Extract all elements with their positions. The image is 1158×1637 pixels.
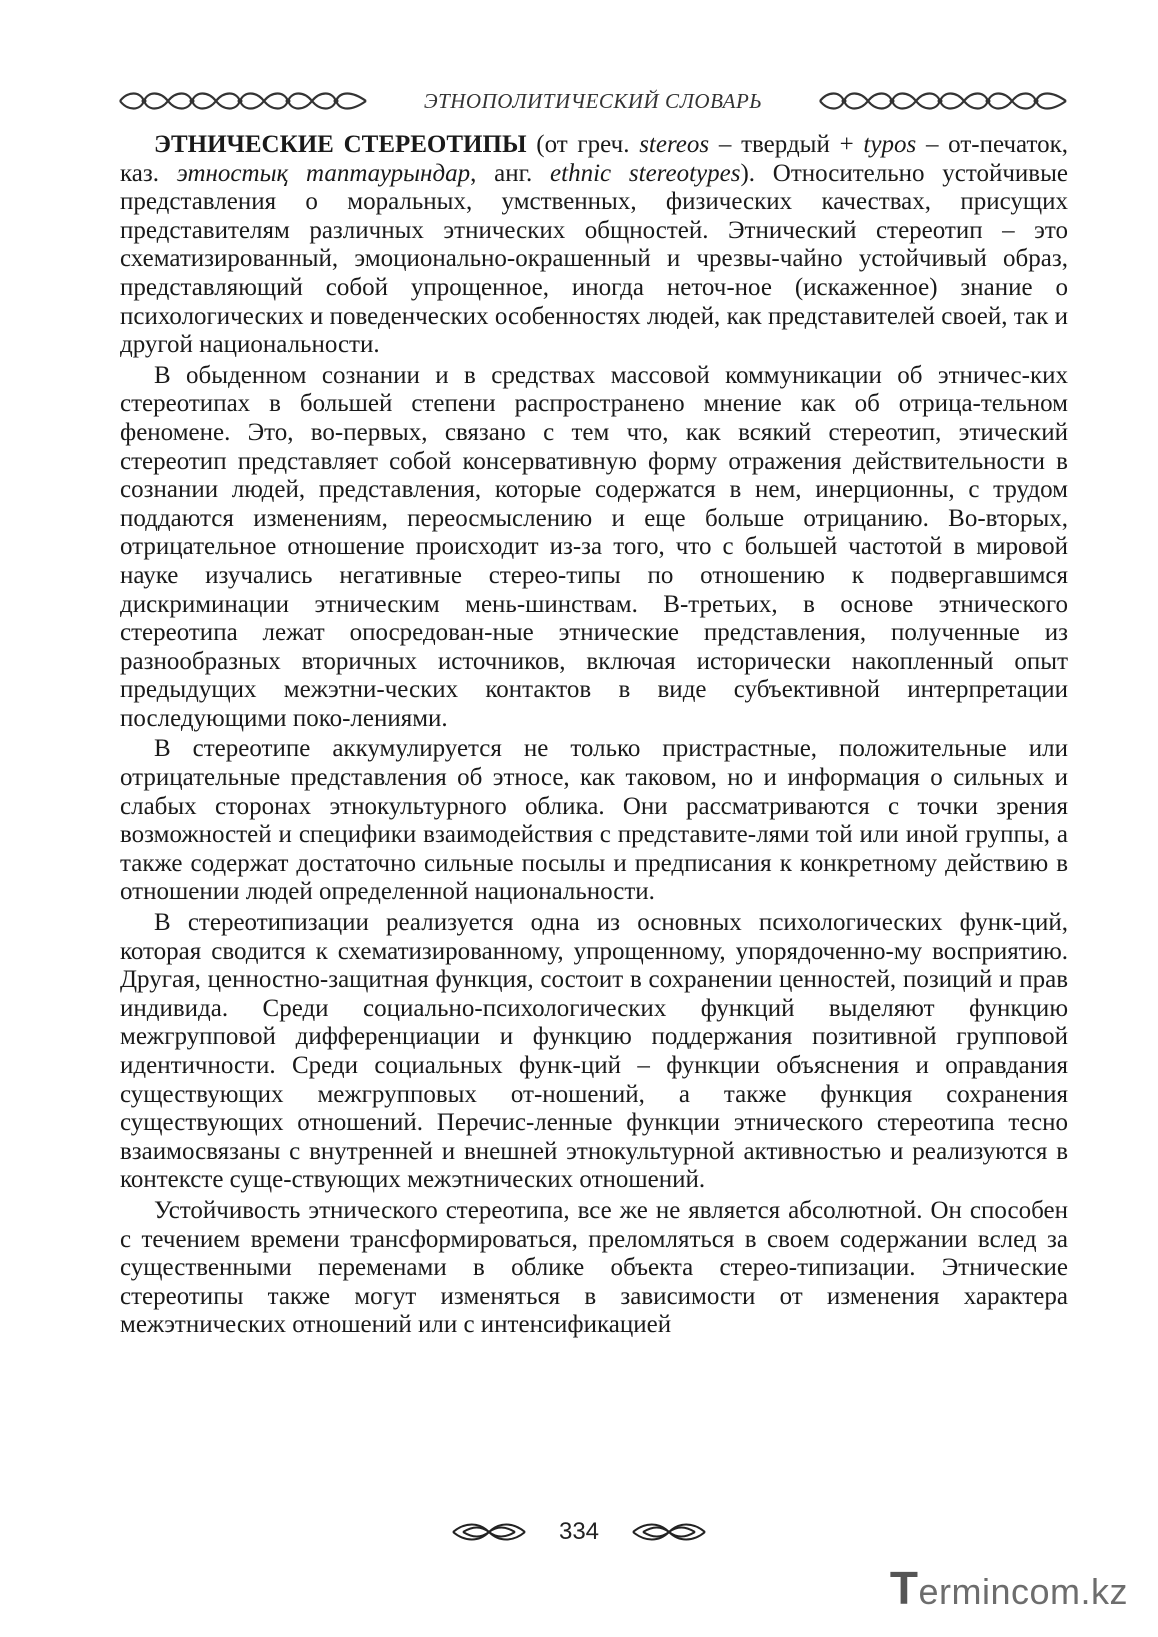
- kazakh-term: этностық таптаурындар: [176, 159, 471, 187]
- english-term: ethnic stereotypes: [550, 159, 741, 187]
- watermark-initial: T: [889, 1562, 919, 1614]
- decorative-border-left-icon: [118, 89, 368, 113]
- entry-intro-5: ). Относительно устойчивые представления о моральных, умственных, физических качествах, присущих представителям различных этнических общностей. Этнический стереотип – это схематизированный, эмоционально-окрашенный и чрезвы-чайно устойчивый образ, представляющий собой упрощенное, иногда неточ-ное (искаженное) знание о психологических и поведенческих особенностях людей, как представителей своей, так и другой национальности.: [120, 159, 1068, 359]
- flourish-right-icon: [629, 1518, 709, 1546]
- dictionary-entry: [120, 131, 1068, 1340]
- entry-definition: [120, 131, 1068, 360]
- site-watermark: [890, 1561, 1128, 1615]
- body-paragraph: В стереотипе аккумулируется не только пристрастные, положительные или отрицательные представления об этносе, как таковом, но и информация о сильных и слабых сторонах этнокультурного облика. Они рассматриваются с точки зрения возможностей и специфики взаимодействия с представите-лями той или иной группы, а также содержат достаточно сильные посылы и предписания к конкретному действию в отношении людей определенной национальности.: [120, 735, 1068, 906]
- entry-intro-1: (от греч.: [526, 131, 640, 158]
- entry-intro-3: – от-печаток, каз.: [120, 131, 1068, 187]
- page-footer: [0, 1512, 1158, 1552]
- body-paragraph: В обыденном сознании и в средствах массовой коммуникации об этничес-ких стереотипах в большей степени распространено мнение как об отрица-тельном феномене. Это, во-первых, связано с тем что, как всякий стереотип, этический стереотип представляет собой консервативную форму отражения действительности в сознании людей, представления, которые содержатся в нем, инерционны, с трудом поддаются изменениям, переосмыслению и еще больше отрицанию. Во-вторых, отрицательное отношение происходит из-за того, что с большей частотой в мировой науке изучались негативные стерео-типы по отношению к подвергавшимся дискриминации этническим мень-шинствам. В-третьих, в основе этнического стереотипа лежат опосредован-ные этнические представления, полученные из разнообразных вторичных источников, включая исторически накопленный опыт предыдущих межэтни-ческих контактов в виде субъективной интерпретации последующими поко-лениями.: [120, 361, 1068, 732]
- watermark-text: ermincom.kz: [918, 1571, 1128, 1612]
- running-header: [118, 84, 1068, 118]
- body-paragraph: Устойчивость этнического стереотипа, все же не является абсолютной. Он способен с течением времени трансформироваться, преломляться в своем содержании вслед за существенными переменами в облике объекта стерео-типизации. Этнические стереотипы также могут изменяться в зависимости от изменения характера межэтнических отношений или с интенсификацией: [120, 1196, 1068, 1339]
- greek-word-typos: typos: [863, 131, 917, 158]
- decorative-border-right-icon: [818, 89, 1068, 113]
- greek-word-stereos: stereos: [639, 131, 710, 158]
- entry-intro-2: – твердый +: [709, 131, 864, 158]
- body-paragraph: В стереотипизации реализуется одна из основных психологических функ-ций, которая сводится к схематизированному, упрощенному, упорядоченно-му восприятию. Другая, ценностно-защитная функция, состоит в сохранении ценностей, позиций и прав индивида. Среди социально-психологических функций выделяют функцию межгрупповой дифференциации и функцию поддержания позитивной групповой идентичности. Среди социальных функ-ций – функции объяснения и оправдания существующих межгрупповых от-ношений, а также функция сохранения существующих отношений. Перечис-ленные функции этнического стереотипа тесно взаимосвязаны с внутренней и внешней этнокультурной активностью и реализуются в контексте суще-ствующих межэтнических отношений.: [120, 909, 1068, 1194]
- page-number: 334: [558, 1518, 600, 1545]
- header-title: ЭТНОПОЛИТИЧЕСКИЙ СЛОВАРЬ: [423, 88, 763, 113]
- entry-intro-4: , анг.: [470, 159, 551, 187]
- entry-term: ЭТНИЧЕСКИЕ СТЕРЕОТИПЫ: [154, 131, 527, 158]
- flourish-left-icon: [449, 1518, 529, 1546]
